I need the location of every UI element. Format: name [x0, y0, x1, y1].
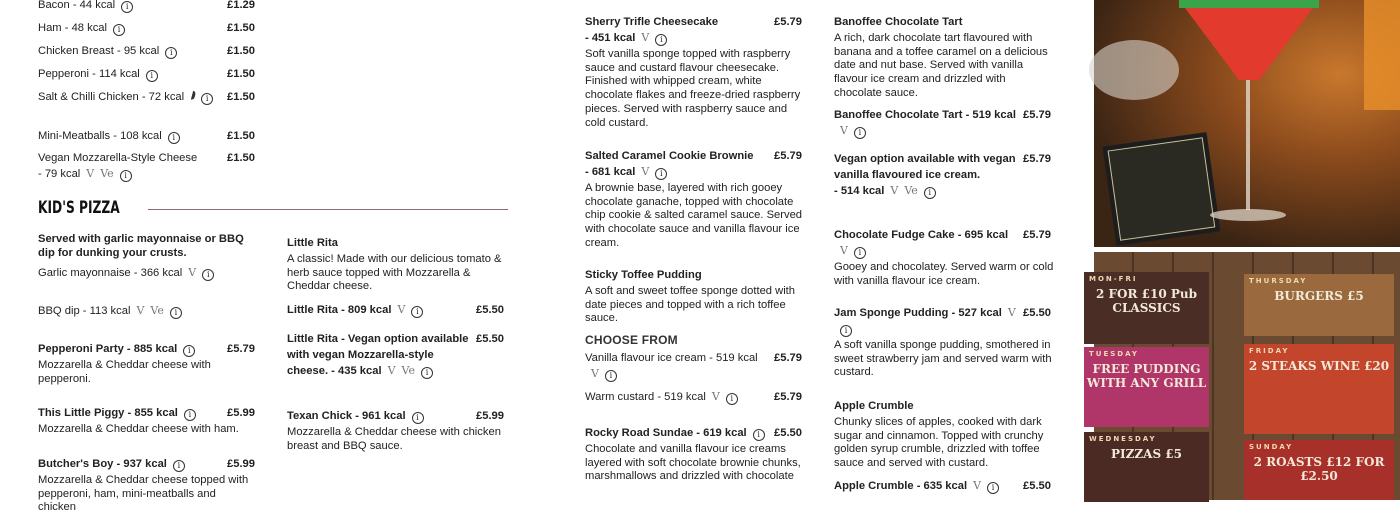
info-icon[interactable]: i	[183, 345, 195, 357]
offer-panel	[1244, 274, 1394, 336]
menu-item-name: Warm custard	[585, 391, 655, 403]
menu-item-kcal: - 855 kcal	[127, 407, 178, 419]
menu-item-description: A brownie base, layered with rich gooey chocolate ganache, topped with chocolate chip cookie & salted caramel sauce. Served with chocolate sauce and vanilla flavour ice cream.	[585, 182, 803, 249]
menu-item-description: Chocolate and vanilla flavour ice creams layered with soft chocolate brownie chunks, marshmallows and drizzled with chocolate	[585, 443, 801, 483]
vegan-icon: Ve	[904, 184, 918, 197]
info-icon[interactable]: i	[412, 412, 424, 424]
chilli-icon	[191, 91, 196, 100]
menu-item-description: Mozzarella & Cheddar cheese topped with pepperoni, ham, mini-meatballs and chicken	[38, 474, 249, 514]
offer-headline: BURGERS £5	[1274, 289, 1364, 303]
menu-item-description: Gooey and chocolatey. Served warm or cold with vanilla flavour ice cream.	[834, 261, 1054, 287]
menu-item-description: Mozzarella & Cheddar cheese with ham.	[38, 423, 239, 435]
offer-day: SUNDAY	[1249, 443, 1294, 451]
vegetarian-icon: V	[641, 165, 650, 178]
menu-item-name: Sherry Trifle Cheesecake	[585, 16, 719, 28]
menu-item-kcal: - 885 kcal	[126, 343, 178, 355]
menu-item-name: Garlic mayonnaise	[38, 267, 131, 279]
vegetarian-icon: V	[840, 124, 848, 137]
menu-item-kcal: - 519 kcal	[709, 352, 758, 364]
info-icon[interactable]: i	[411, 306, 423, 318]
menu-item-price: £1.29	[227, 0, 255, 11]
menu-item-price: £1.50	[227, 130, 255, 142]
offer-panel	[1244, 440, 1394, 500]
menu-item-price: £5.79	[1023, 109, 1051, 121]
choose-from-label: CHOOSE FROM	[585, 333, 678, 347]
menu-item-title-line	[38, 128, 223, 144]
menu-item	[585, 350, 807, 382]
menu-item-kcal: - 114 kcal	[92, 68, 140, 80]
menu-item-kcal: - 695 kcal	[957, 229, 1009, 241]
offers-menu-photo	[1086, 252, 1400, 500]
offer-day: FRIDAY	[1249, 347, 1290, 355]
menu-item-name: Vegan option available with vegan vanilla flavoured ice cream.	[834, 153, 1016, 181]
menu-item	[585, 14, 807, 130]
menu-item-price: £5.99	[227, 407, 255, 419]
menu-item-title-line	[834, 398, 1019, 414]
menu-item-title-line	[834, 107, 1019, 139]
info-icon[interactable]: i	[987, 482, 999, 494]
menu-item-title-line	[834, 478, 1019, 494]
menu-item-price: £5.50	[1023, 307, 1051, 319]
menu-item	[38, 265, 253, 281]
menu-item	[834, 398, 1056, 471]
vegetarian-icon: V	[591, 367, 599, 380]
menu-item-name: Rocky Road Sundae	[585, 427, 694, 439]
menu-item	[585, 267, 807, 326]
menu-item	[834, 305, 1056, 380]
menu-item-description: A soft and sweet toffee sponge dotted with date pieces and topped with a rich toffee sauce.	[585, 285, 796, 325]
offer-panel	[1084, 432, 1209, 502]
menu-item-name: Banoffee Chocolate Tart	[834, 109, 963, 121]
vegetarian-icon: V	[1007, 306, 1016, 319]
menu-item	[585, 389, 807, 405]
offer-headline: 2 FOR £10 Pub CLASSICS	[1095, 287, 1197, 315]
menu-item-name: Chocolate Fudge Cake	[834, 229, 955, 241]
menu-item	[38, 405, 253, 437]
menu-item	[287, 408, 508, 453]
menu-item-title-line	[834, 151, 1019, 199]
menu-item	[834, 14, 1056, 101]
menu-item-name: BBQ dip	[38, 305, 80, 317]
menu-item-price: £5.50	[774, 427, 802, 439]
menu-item	[38, 456, 253, 515]
menu-item-kcal: - 72 kcal	[141, 91, 185, 103]
menu-item-title-line	[38, 341, 223, 357]
info-icon[interactable]: i	[201, 93, 213, 105]
offer-panel	[1084, 272, 1209, 344]
menu-item-title-line	[38, 265, 223, 281]
menu-item-price: £5.79	[1023, 153, 1051, 165]
menu-item-price: £5.79	[774, 150, 802, 162]
menu-item-title-line	[38, 405, 223, 421]
info-icon[interactable]: i	[120, 170, 132, 182]
vegetarian-icon: V	[890, 184, 899, 197]
menu-item-price: £5.50	[476, 304, 504, 316]
menu-item	[287, 331, 508, 379]
menu-item-kcal: - 519 kcal	[657, 391, 706, 403]
section-divider	[148, 209, 508, 210]
menu-item-price: £5.99	[227, 458, 255, 470]
vegetarian-icon: V	[188, 266, 197, 279]
menu-item-description: Soft vanilla sponge topped with raspberry sauce and custard flavour cheesecake. Finished with whipped cream, white chocolate flakes and freeze-dried raspberry pieces. Served with raspberry sauce and cold custard.	[585, 48, 801, 129]
menu-item-name: Little Rita - Vegan option available with vegan Mozzarella-style cheese.	[287, 333, 469, 377]
offer-panel	[1244, 344, 1394, 434]
menu-item-kcal: - 681 kcal	[585, 166, 636, 178]
menu-item-name: Ham	[38, 22, 62, 34]
menu-item	[834, 151, 1056, 199]
menu-item-kcal: - 619 kcal	[696, 427, 747, 439]
menu-item-name: Vegan Mozzarella-Style Cheese	[38, 152, 198, 164]
vegetarian-icon: V	[711, 390, 720, 403]
cocktail-photo	[1094, 0, 1400, 247]
menu-item	[38, 303, 253, 319]
menu-item-name: Salted Caramel Cookie Brownie	[585, 150, 754, 162]
menu-item-description: Mozzarella & Cheddar cheese with pepperoni.	[38, 359, 211, 385]
offer-day: THURSDAY	[1249, 277, 1308, 285]
info-icon[interactable]: i	[655, 34, 667, 46]
vegetarian-icon: V	[641, 31, 650, 44]
menu-item-price: £5.79	[774, 16, 802, 28]
menu-item-title-line	[585, 148, 770, 180]
vegan-icon: Ve	[150, 304, 164, 317]
info-icon[interactable]: i	[173, 460, 185, 472]
offer-headline: PIZZAS £5	[1110, 447, 1182, 461]
kids-dip-note: Served with garlic mayonnaise or BBQ dip for dunking your crusts.	[38, 233, 244, 259]
menu-item-price: £5.50	[476, 333, 504, 345]
menu-item-kcal: - 435 kcal	[331, 365, 382, 377]
vegetarian-icon: V	[840, 244, 848, 257]
menu-item-name: Butcher's Boy	[38, 458, 114, 470]
offer-panel	[1084, 347, 1209, 427]
menu-item-name: Vanilla flavour ice cream	[585, 352, 707, 364]
menu-item-price: £5.79	[1023, 229, 1051, 241]
menu-item-name: Little Rita	[287, 237, 338, 249]
info-icon[interactable]: i	[421, 367, 433, 379]
vegetarian-icon: V	[136, 304, 145, 317]
menu-item	[38, 66, 253, 82]
menu-item-name: Mini-Meatballs	[38, 130, 111, 142]
menu-item-description: A rich, dark chocolate tart flavoured with banana and a toffee caramel on a delicious date and nut base. Served with vanilla flavour ice cream and drizzled with chocolate sauce.	[834, 32, 1048, 99]
info-icon[interactable]: i	[113, 24, 125, 36]
info-icon[interactable]: i	[753, 429, 765, 441]
menu-item	[38, 43, 253, 59]
offer-day: TUESDAY	[1089, 350, 1139, 358]
vegetarian-icon: V	[973, 479, 982, 492]
info-icon[interactable]: i	[840, 325, 852, 337]
menu-item-kcal: - 937 kcal	[116, 458, 167, 470]
info-icon[interactable]: i	[202, 269, 214, 281]
menu-item-kcal: - 366 kcal	[133, 267, 183, 279]
vegetarian-icon: V	[86, 167, 95, 180]
offer-day: MON-FRI	[1089, 275, 1138, 283]
info-icon[interactable]: i	[146, 70, 158, 82]
menu-item-description: A soft vanilla sponge pudding, smothered in sweet strawberry jam and served warm with custard.	[834, 339, 1052, 379]
menu-item-price: £1.50	[227, 68, 255, 80]
info-icon[interactable]: i	[165, 47, 177, 59]
menu-item-name: Pepperoni	[38, 68, 90, 80]
menu-item-title-line	[287, 331, 472, 379]
menu-item-title-line	[287, 302, 472, 318]
menu-item-title-line	[38, 89, 223, 105]
info-icon[interactable]: i	[184, 409, 196, 421]
menu-item	[834, 478, 1056, 494]
menu-item-price: £5.79	[227, 343, 255, 355]
menu-item-price: £5.79	[774, 391, 802, 403]
menu-item-title-line	[287, 235, 472, 251]
menu-item-kcal: - 961 kcal	[355, 410, 406, 422]
menu-item	[585, 148, 807, 251]
menu-item-title-line	[38, 456, 223, 472]
menu-item	[38, 0, 253, 13]
menu-item	[287, 235, 508, 294]
menu-item-name: Chicken Breast	[38, 45, 114, 57]
vegetarian-icon: V	[387, 364, 396, 377]
menu-item-kcal: - 451 kcal	[585, 32, 636, 44]
info-icon[interactable]: i	[854, 247, 866, 259]
menu-item-name: Texan Chick	[287, 410, 353, 422]
menu-item-kcal: - 527 kcal	[951, 307, 1002, 319]
info-icon[interactable]: i	[726, 393, 738, 405]
info-icon[interactable]: i	[168, 132, 180, 144]
menu-item-kcal: - 514 kcal	[834, 185, 885, 197]
offer-headline: FREE PUDDING WITH ANY GRILL	[1086, 362, 1207, 390]
menu-item-price: £5.50	[1023, 480, 1051, 492]
info-icon[interactable]: i	[655, 168, 667, 180]
menu-item-title-line	[287, 408, 472, 424]
menu-item-title-line	[38, 0, 223, 13]
menu-item	[287, 302, 508, 318]
info-icon[interactable]: i	[121, 1, 133, 13]
menu-item	[38, 341, 253, 386]
menu-item-name: Pepperoni Party	[38, 343, 124, 355]
menu-item-kcal: - 635 kcal	[916, 480, 968, 492]
menu-item-name: Salt & Chilli Chicken	[38, 91, 139, 103]
menu-item	[38, 20, 253, 36]
menu-item-title-line	[585, 267, 770, 283]
vegan-icon: Ve	[100, 167, 114, 180]
menu-item-title-line	[834, 305, 1019, 337]
menu-item-name: Sticky Toffee Pudding	[585, 269, 702, 281]
menu-item-title-line	[585, 389, 770, 405]
menu-item-kcal: - 113 kcal	[82, 305, 131, 317]
menu-item-title-line	[585, 14, 770, 46]
menu-item-name: Bacon	[38, 0, 70, 11]
menu-item-title-line	[38, 303, 223, 319]
menu-item-title-line	[834, 14, 1019, 30]
offer-headline: 2 STEAKS WINE £20	[1248, 359, 1390, 373]
menu-item-price: £5.99	[476, 410, 504, 422]
menu-item-kcal: - 519 kcal	[965, 109, 1016, 121]
section-title-kids-pizza: KID'S PIZZA	[38, 198, 120, 218]
menu-item-kcal: - 44 kcal	[72, 0, 116, 11]
info-icon[interactable]: i	[854, 127, 866, 139]
menu-item	[834, 227, 1056, 288]
menu-item-name: Banoffee Chocolate Tart	[834, 16, 963, 28]
menu-item-name: Apple Crumble	[834, 400, 914, 412]
menu-item-name: This Little Piggy	[38, 407, 125, 419]
menu-item-kcal: - 108 kcal	[113, 130, 162, 142]
menu-item-description: A classic! Made with our delicious tomato & herb sauce topped with Mozzarella & Cheddar cheese.	[287, 253, 502, 293]
menu-item-price: £1.50	[227, 45, 255, 57]
vegetarian-icon: V	[397, 303, 406, 316]
menu-item	[38, 89, 253, 105]
menu-item-title-line	[38, 43, 223, 59]
menu-item-price: £1.50	[227, 22, 255, 34]
info-icon[interactable]: i	[924, 187, 936, 199]
menu-item-name: Little Rita	[287, 304, 338, 316]
menu-item	[38, 150, 253, 182]
menu-item-price: £5.79	[774, 352, 802, 364]
menu-item-title-line	[38, 150, 223, 182]
menu-item-price: £1.50	[227, 152, 255, 164]
menu-item-kcal: - 79 kcal	[38, 168, 81, 180]
menu-item-name: Jam Sponge Pudding	[834, 307, 949, 319]
info-icon[interactable]: i	[170, 307, 182, 319]
menu-item-kcal: - 48 kcal	[64, 22, 108, 34]
menu-item-title-line	[38, 66, 223, 82]
menu-item-description: Chunky slices of apples, cooked with dark sugar and cinnamon. Topped with crunchy golden syrup crumble, drizzled with toffee sauce and served with custard.	[834, 416, 1044, 470]
vegan-icon: Ve	[401, 364, 415, 377]
menu-item-title-line	[585, 425, 770, 441]
menu-item-title-line	[585, 350, 770, 382]
info-icon[interactable]: i	[605, 370, 617, 382]
cocktail-glass-illustration	[1094, 0, 1400, 247]
menu-item-name: Apple Crumble	[834, 480, 914, 492]
menu-item-kcal: - 809 kcal	[341, 304, 392, 316]
offer-headline: 2 ROASTS £12 FOR £2.50	[1253, 455, 1385, 483]
menu-item	[38, 128, 253, 144]
menu-item-kcal: - 95 kcal	[116, 45, 160, 57]
menu-item-title-line	[38, 20, 223, 36]
menu-item	[834, 107, 1056, 139]
menu-item-description: Mozzarella & Cheddar cheese with chicken breast and BBQ sauce.	[287, 426, 501, 452]
offer-day: WEDNESDAY	[1089, 435, 1157, 443]
menu-item-price: £1.50	[227, 91, 255, 103]
menu-item-title-line	[834, 227, 1019, 259]
menu-item	[585, 425, 807, 484]
